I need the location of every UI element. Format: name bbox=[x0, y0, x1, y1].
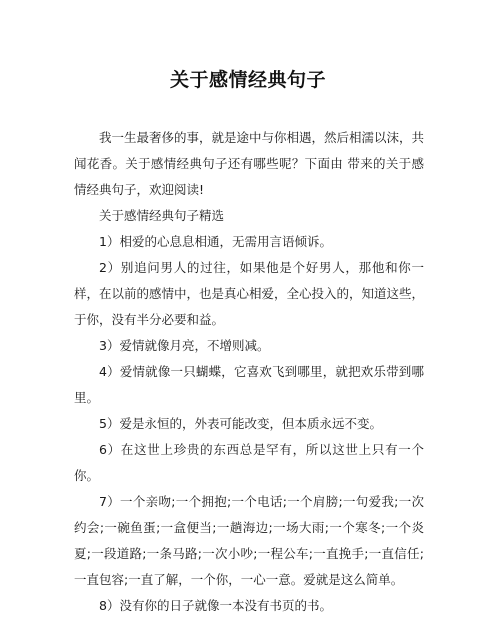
document-body bbox=[74, 125, 424, 619]
list-item: 4）爱情就像一只蝴蝶，它喜欢飞到哪里，就把欢乐带到哪里。 bbox=[74, 364, 424, 405]
list-item: 1）相爱的心息息相通，无需用言语倾诉。 bbox=[99, 234, 332, 249]
list-item: 7）一个亲吻;一个拥抱;一个电话;一个肩膀;一句爱我;一次约会;一碗鱼蛋;一盒便当;一趟海边;一场大雨;一个寒冬;一个炎夏;一段道路;一条马路;一次小吵;一程公车;一直挽手;一直信任;一直包容;一直了解，一个你，一心一意。爱就是这么简单。 bbox=[74, 494, 424, 587]
list-item: 5）爱是永恒的，外表可能改变，但本质永远不变。 bbox=[99, 416, 382, 431]
document-title: 关于感情经典句子 bbox=[169, 69, 326, 91]
intro-paragraph: 我一生最奢侈的事，就是途中与你相遇，然后相濡以沫，共闻花香。关于感情经典句子还有哪些呢？下面由 带来的关于感情经典句子，欢迎阅读! bbox=[74, 130, 425, 197]
list-item: 6）在这世上珍贵的东西总是罕有，所以这世上只有一个你。 bbox=[74, 442, 424, 483]
list-item: 8）没有你的日子就像一本没有书页的书。 bbox=[99, 598, 332, 613]
list-item: 2）别追问男人的过往，如果他是个好男人，那他和你一样，在以前的感情中，也是真心相爱，全心投入的，知道这些，于你，没有半分必要和益。 bbox=[74, 260, 425, 327]
section-heading: 关于感情经典句子精选 bbox=[99, 208, 225, 223]
list-item: 3）爱情就像月亮，不增则减。 bbox=[99, 338, 270, 353]
